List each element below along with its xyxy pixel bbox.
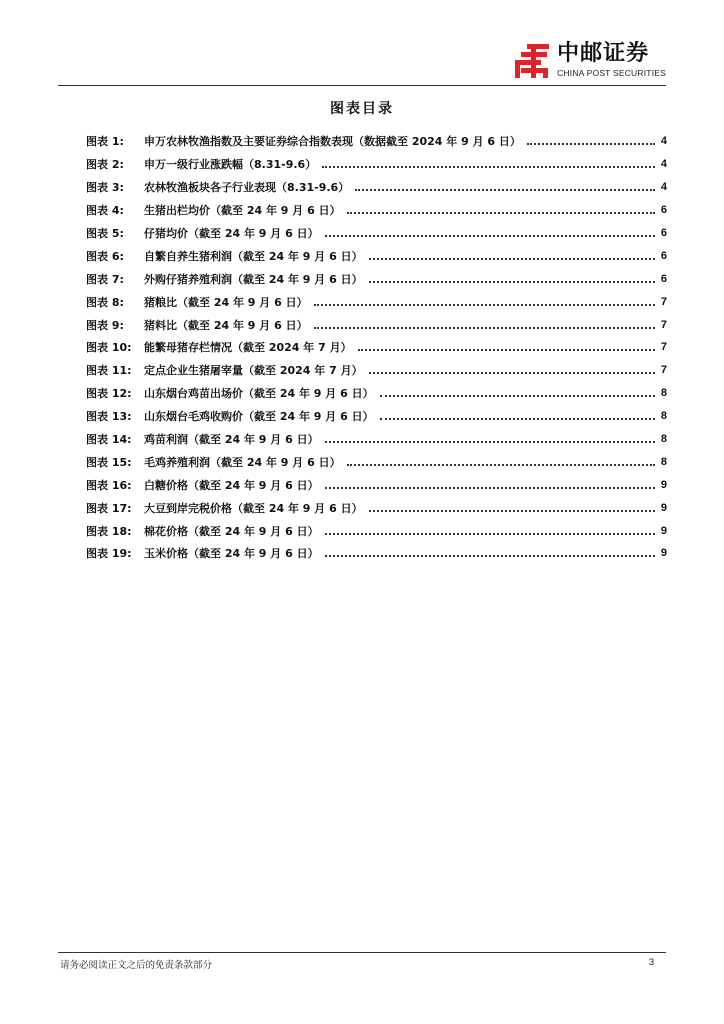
toc-entry-page: 9 <box>660 501 667 514</box>
toc-entry-label: 图表 5: <box>86 227 124 240</box>
toc-entry-title: 农林牧渔板块各子行业表现（8.31-9.6） <box>144 181 350 195</box>
toc-dot-leader <box>325 441 655 443</box>
company-logo <box>513 42 666 82</box>
toc-dot-leader <box>369 372 655 374</box>
toc-entry-page: 6 <box>660 272 667 285</box>
toc-dot-leader <box>527 143 655 145</box>
toc-dot-leader <box>347 212 655 214</box>
toc-dot-leader <box>369 281 655 283</box>
toc-entry-title: 外购仔猪养殖利润（截至 24 年 9 月 6 日） <box>144 272 363 286</box>
page-number: 3 <box>648 957 654 968</box>
toc-entry[interactable] <box>86 450 667 473</box>
toc-dot-leader <box>380 395 655 397</box>
toc-entry-label: 图表 19: <box>86 547 132 561</box>
toc-entry-label: 图表 7: <box>86 272 124 286</box>
toc-entry-label: 图表 16: <box>86 478 132 492</box>
toc-entry-label: 图表 12: <box>86 387 132 401</box>
toc-entry[interactable] <box>86 336 667 359</box>
toc-entry-page: 6 <box>660 249 667 262</box>
toc-entry-label: 图表 14: <box>86 433 132 447</box>
toc-entry-page: 8 <box>660 387 667 400</box>
brand-name-en: CHINA POST SECURITIES <box>557 68 666 78</box>
toc-entry-label: 图表 4: <box>86 204 124 218</box>
toc-dot-leader <box>358 349 655 351</box>
toc-entry[interactable] <box>86 199 667 222</box>
toc-dot-leader <box>325 487 655 489</box>
footer-disclaimer: 请务必阅读正文之后的免责条款部分 <box>60 960 213 971</box>
toc-entry-page: 9 <box>660 524 667 537</box>
toc-entry[interactable] <box>86 290 667 313</box>
toc-entry-page: 6 <box>660 204 667 217</box>
toc-dot-leader <box>380 418 655 420</box>
toc-entry-page: 4 <box>660 181 667 194</box>
toc-dot-leader <box>355 189 655 191</box>
toc-entry[interactable] <box>86 542 667 565</box>
toc-entry[interactable] <box>86 382 667 405</box>
toc-entry[interactable] <box>86 405 667 428</box>
toc-entry-label: 图表 8: <box>86 295 124 309</box>
toc-entry-page: 8 <box>660 433 667 446</box>
toc-entry[interactable] <box>86 244 667 267</box>
footer-divider <box>58 952 666 953</box>
toc-dot-leader <box>369 258 655 260</box>
toc-entry-page: 8 <box>660 455 667 468</box>
toc-entry-page: 7 <box>660 341 667 354</box>
toc-entry-title: 申万一级行业涨跌幅（8.31-9.6） <box>144 158 317 172</box>
toc-entry-page: 7 <box>660 364 667 377</box>
toc-entry-label: 图表 11: <box>86 364 132 378</box>
toc-entry[interactable] <box>86 473 667 496</box>
toc-entry-title: 定点企业生猪屠宰量（截至 2024 年 7 月） <box>144 364 363 378</box>
toc-entry-title: 毛鸡养殖利润（截至 24 年 9 月 6 日） <box>144 455 341 469</box>
toc-dot-leader <box>325 235 655 237</box>
toc-entry-label: 图表 2: <box>86 158 124 172</box>
toc-dot-leader <box>325 533 655 535</box>
toc-dot-leader <box>314 304 655 306</box>
toc-entry-page: 4 <box>660 158 667 171</box>
toc-entry-label: 图表 9: <box>86 318 124 332</box>
toc-entry[interactable] <box>86 130 667 153</box>
toc-entry[interactable] <box>86 519 667 542</box>
toc-entry-title: 猪粮比（截至 24 年 9 月 6 日） <box>144 295 308 309</box>
toc-entry[interactable] <box>86 428 667 451</box>
toc-title: 图表目录 <box>330 101 394 117</box>
toc-entry-label: 图表 3: <box>86 181 124 195</box>
toc-dot-leader <box>322 166 655 168</box>
toc-entry-title: 棉花价格（截至 24 年 9 月 6 日） <box>144 524 319 538</box>
toc-entry-page: 7 <box>660 318 667 331</box>
toc-entry-title: 山东烟台鸡苗出场价（截至 24 年 9 月 6 日） <box>144 387 374 401</box>
toc-entry-title: 仔猪均价（截至 24 年 9 月 6 日） <box>144 227 319 240</box>
toc-entry-title: 玉米价格（截至 24 年 9 月 6 日） <box>144 547 319 561</box>
toc-entry[interactable] <box>86 496 667 519</box>
page-header <box>0 0 724 86</box>
toc-entry[interactable] <box>86 359 667 382</box>
toc-entry-label: 图表 6: <box>86 249 124 263</box>
toc-entry[interactable] <box>86 267 667 290</box>
toc-entry-page: 9 <box>660 547 667 560</box>
toc-entry-label: 图表 15: <box>86 455 132 469</box>
toc-entry-title: 山东烟台毛鸡收购价（截至 24 年 9 月 6 日） <box>144 410 374 424</box>
toc-dot-leader <box>325 555 655 557</box>
china-post-logo-icon <box>513 42 551 80</box>
toc-entry-page: 6 <box>660 227 667 239</box>
toc-entry-label: 图表 1: <box>86 135 124 149</box>
toc-dot-leader <box>369 510 655 512</box>
toc-entry-page: 4 <box>660 135 667 148</box>
toc-entry[interactable] <box>86 176 667 199</box>
toc-entry-page: 9 <box>660 478 667 491</box>
toc-entry-title: 大豆到岸完税价格（截至 24 年 9 月 6 日） <box>144 501 363 515</box>
toc-dot-leader <box>314 327 655 329</box>
toc-entry-title: 申万农林牧渔指数及主要证券综合指数表现（数据截至 2024 年 9 月 6 日） <box>144 135 521 149</box>
toc-entry-page: 7 <box>660 295 667 308</box>
toc-entry[interactable] <box>86 222 667 245</box>
toc-entry-label: 图表 17: <box>86 501 132 515</box>
toc-entry-page: 8 <box>660 410 667 423</box>
toc-entry-title: 猪料比（截至 24 年 9 月 6 日） <box>144 318 308 332</box>
toc-dot-leader <box>347 464 655 466</box>
table-of-figures <box>86 130 667 565</box>
toc-entry-title: 自繁自养生猪利润（截至 24 年 9 月 6 日） <box>144 249 363 263</box>
toc-entry-title: 白糖价格（截至 24 年 9 月 6 日） <box>144 478 319 492</box>
toc-entry-label: 图表 10: <box>86 341 132 355</box>
toc-entry-title: 能繁母猪存栏情况（截至 2024 年 7 月） <box>144 341 352 355</box>
toc-entry-label: 图表 13: <box>86 410 132 424</box>
toc-entry-label: 图表 18: <box>86 524 132 538</box>
toc-entry[interactable] <box>86 313 667 336</box>
header-divider <box>58 85 666 86</box>
brand-name-cn: 中邮证券 <box>557 41 650 66</box>
toc-entry-title: 鸡苗利润（截至 24 年 9 月 6 日） <box>144 433 319 447</box>
toc-entry[interactable] <box>86 153 667 176</box>
toc-entry-title: 生猪出栏均价（截至 24 年 9 月 6 日） <box>144 204 341 218</box>
